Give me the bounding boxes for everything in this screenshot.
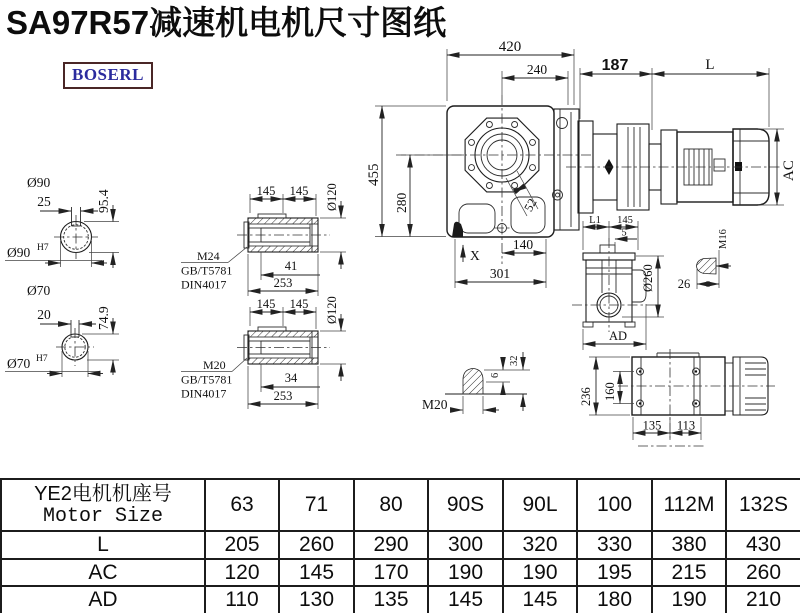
cell: 215 [652,559,726,586]
dim-187: 187 [601,57,629,74]
dim-fit90: Ø90 [7,245,31,260]
m16-plug-detail [678,229,731,291]
cell: 195 [577,559,652,586]
dim-95-4: 95.4 [96,189,111,213]
dim-M16: M16 [718,229,729,249]
cell: 205 [205,531,279,559]
cell: 135 [354,586,428,613]
motor-size-table [0,478,800,613]
col-90s: 90S [428,479,503,531]
dim-fit70-tol: H7 [36,354,48,364]
shaft-section-90 [5,175,119,268]
cell: 145 [428,586,503,613]
gearbox-bottom-view [579,349,775,446]
gearbox-front-view [366,39,592,288]
dim-AD: AD [608,329,628,343]
motor-side-view [566,57,797,213]
hollow-shaft-view-top [181,183,346,296]
dim-52: 52 [521,196,540,214]
dim-140: 140 [512,237,534,252]
table-row-L [1,531,800,559]
dim-dia120-top: Ø120 [325,183,339,211]
dim-fit90-tol: H7 [37,243,49,253]
dim-dia120-bot: Ø120 [325,296,339,324]
dim-dia70: Ø70 [27,283,51,298]
dim-455: 455 [366,163,382,186]
col-132s: 132S [726,479,800,531]
cell: 145 [503,586,577,613]
dim-420: 420 [498,39,522,55]
col-71: 71 [279,479,354,531]
dim-301: 301 [489,266,511,281]
cell: 210 [726,586,800,613]
label-gbt-top: GB/T5781 [181,263,233,278]
page-title: SA97R57减速机电机尺寸图纸 [6,4,447,41]
header-cn: YE2电机机座号 [34,483,172,505]
table-header-row [1,479,800,531]
m20-plug-detail [422,352,530,414]
gearbox-side-view [572,215,664,350]
row-label-L: L [1,531,205,559]
label-x: X [470,248,480,263]
dim-135: 135 [642,418,662,433]
dim-160: 160 [603,382,617,401]
dim-5: 5 [621,227,627,239]
cell: 190 [503,559,577,586]
cell: 320 [503,531,577,559]
cell: 120 [205,559,279,586]
row-label-AD: AD [1,586,205,613]
dim-key20: 20 [37,307,51,322]
label-din-top: DIN4017 [181,277,227,292]
label-m20-plug: M20 [422,397,448,412]
col-112m: 112M [652,479,726,531]
dim-26: 26 [677,277,691,291]
cell: 180 [577,586,652,613]
cell: 190 [428,559,503,586]
dim-key25: 25 [37,194,51,209]
cell: 130 [279,586,354,613]
header-en: Motor Size [42,505,164,528]
dim-145b: 145 [289,184,309,198]
dim-6: 6 [490,372,501,378]
col-63: 63 [205,479,279,531]
dim-253-bot: 253 [273,389,293,403]
dim-dia90: Ø90 [27,175,51,190]
cell: 110 [205,586,279,613]
label-m20: M20 [203,358,226,372]
dim-145d: 145 [289,297,309,311]
cell: 430 [726,531,800,559]
table-row-AD [1,586,800,613]
cell: 290 [354,531,428,559]
dim-L: L [705,57,715,73]
cell: 380 [652,531,726,559]
dim-34: 34 [284,371,298,385]
label-m24: M24 [197,249,220,263]
dim-fit70: Ø70 [7,356,31,371]
label-din-bot: DIN4017 [181,386,227,401]
dim-145-side: 145 [617,215,633,226]
dim-113: 113 [676,418,696,433]
cell: 260 [726,559,800,586]
cell: 260 [279,531,354,559]
dim-145a: 145 [256,184,276,198]
dim-dia260: Ø260 [641,264,655,292]
dim-280: 280 [394,192,409,213]
table-row-AC [1,559,800,586]
dim-240: 240 [526,62,548,77]
dim-253-top: 253 [273,276,293,290]
col-90l: 90L [503,479,577,531]
dim-AC: AC [781,160,797,181]
dim-L1: L1 [589,215,601,226]
dim-74-9: 74.9 [96,306,111,330]
dim-145c: 145 [256,297,276,311]
cell: 190 [652,586,726,613]
cell: 145 [279,559,354,586]
label-gbt-bot: GB/T5781 [181,372,233,387]
cell: 330 [577,531,652,559]
shaft-section-70 [5,283,119,377]
hollow-shaft-view-bottom [181,296,346,409]
col-80: 80 [354,479,428,531]
header-motor-size [1,479,205,531]
dim-41: 41 [284,259,298,273]
dim-236: 236 [579,387,593,406]
cell: 300 [428,531,503,559]
brand-logo: BOSERL [63,62,153,89]
row-label-AC: AC [1,559,205,586]
dim-32: 32 [509,355,520,366]
col-100: 100 [577,479,652,531]
cell: 170 [354,559,428,586]
